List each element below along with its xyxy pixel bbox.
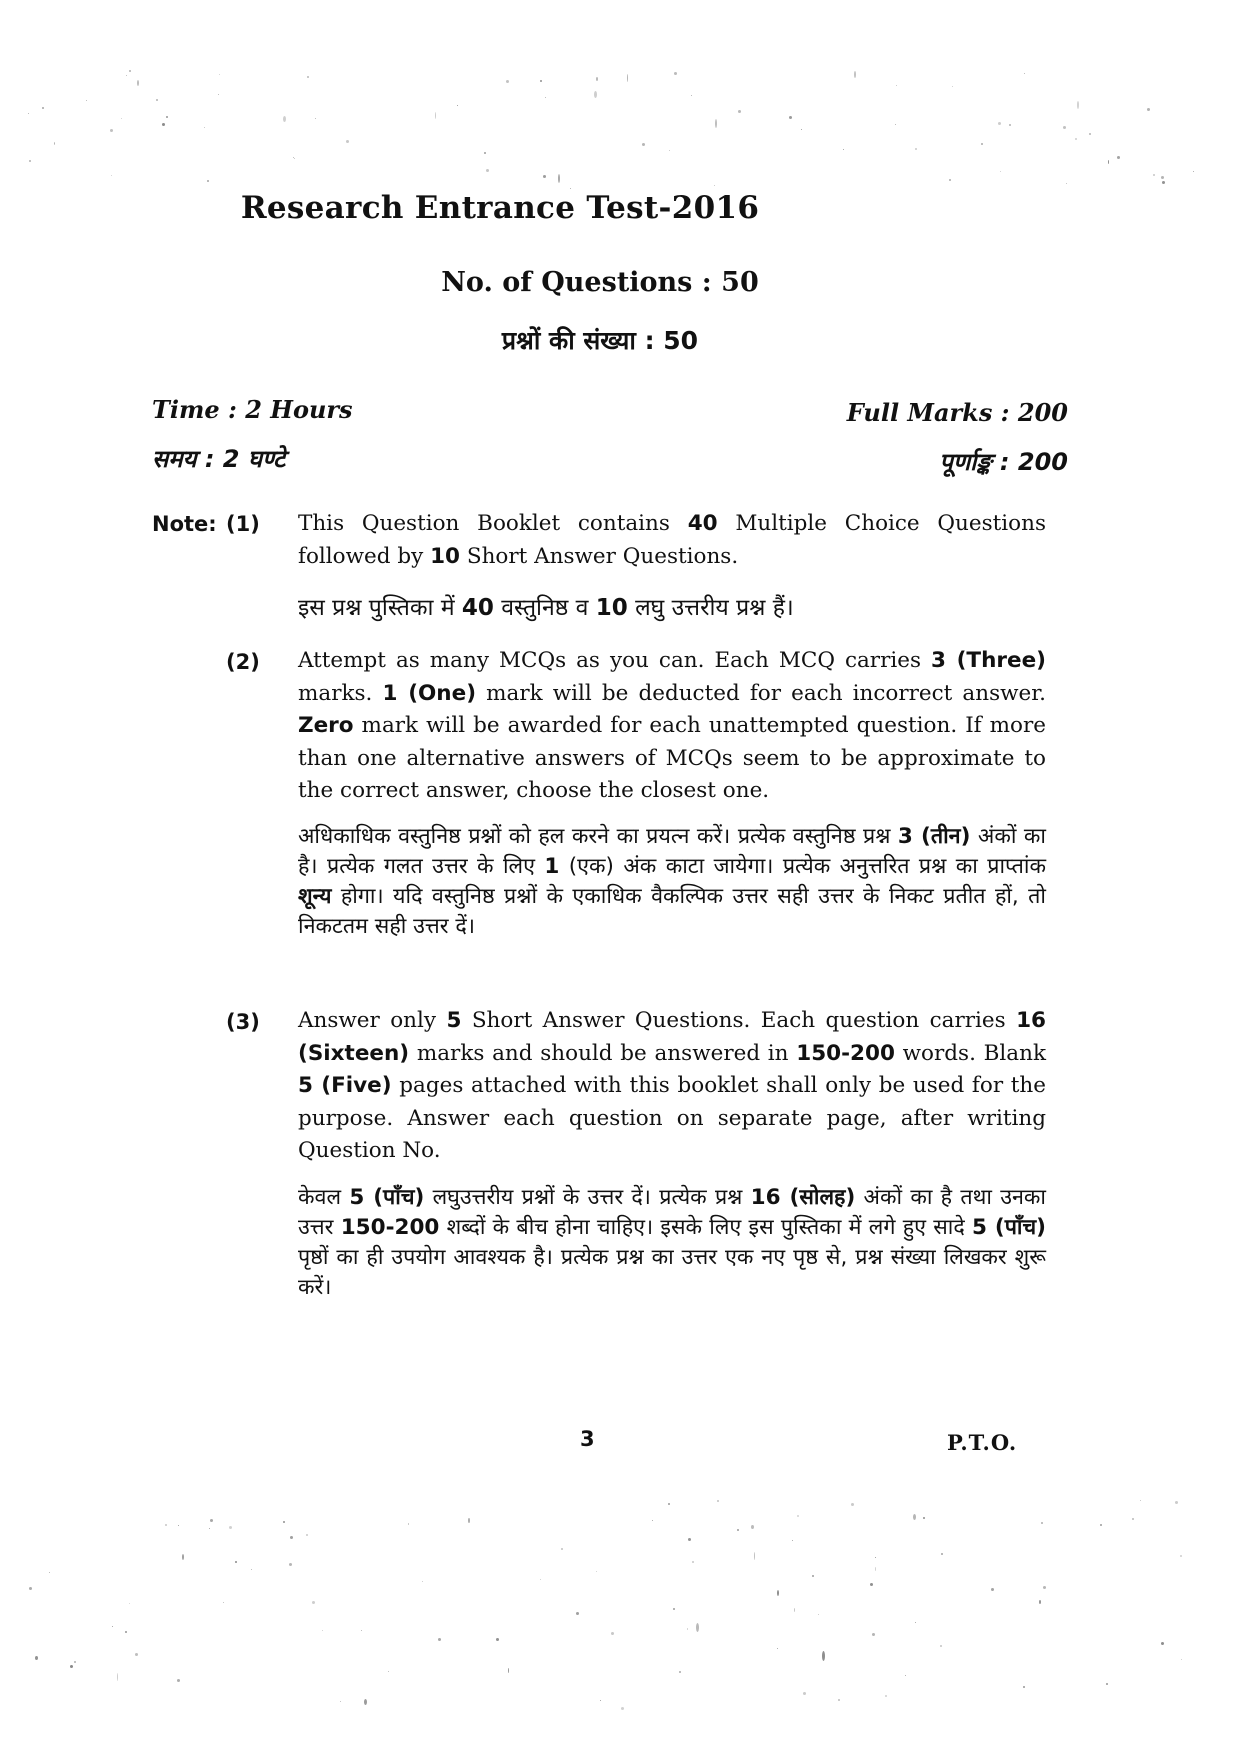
noise-speck (952, 86, 953, 87)
noise-speck (110, 129, 113, 132)
text-run-bold: 1 (544, 854, 560, 879)
noise-speck (166, 116, 168, 118)
noise-speck (218, 94, 219, 95)
noise-speck (29, 160, 31, 162)
noise-speck (1009, 124, 1011, 126)
noise-speck (112, 1626, 113, 1627)
noise-speck (251, 1569, 252, 1570)
noise-speck (1000, 171, 1001, 172)
noise-speck (801, 129, 802, 130)
noise-speck (207, 180, 209, 182)
noise-speck (182, 1554, 184, 1560)
noise-speck (789, 116, 792, 119)
text-run: अधिकाधिक वस्तुनिष्ठ प्रश्नों को हल करने का प्रयत्न करें। प्रत्येक वस्तुनिष्ठ प्रश्न (298, 824, 898, 849)
noise-speck (74, 1661, 76, 1663)
note-2-english (298, 645, 1046, 808)
text-run: वस्तुनिष्ठ व (493, 595, 596, 621)
noise-speck (1041, 1522, 1043, 1524)
text-run-bold: 150-200 (796, 1040, 895, 1066)
noise-speck (818, 1614, 819, 1615)
noise-speck (54, 142, 55, 145)
noise-speck (289, 1563, 292, 1566)
noise-speck (364, 1699, 367, 1705)
noise-speck (596, 77, 598, 81)
text-run-bold: 5 (पाँच) (349, 1185, 425, 1210)
noise-speck (117, 1673, 118, 1681)
note-1-hindi (298, 593, 1046, 623)
noise-speck (940, 1645, 942, 1647)
text-run-bold: 3 (Three) (931, 648, 1047, 673)
noise-speck (797, 1515, 799, 1517)
text-run-bold: 5 (Five) (298, 1073, 392, 1098)
text-run-bold: 150-200 (340, 1215, 440, 1240)
noise-speck (717, 1500, 719, 1502)
noise-speck (42, 107, 44, 109)
noise-speck (435, 112, 436, 119)
noise-speck (576, 1612, 579, 1615)
noise-speck (596, 1571, 597, 1572)
text-run: words. Blank (894, 1040, 1047, 1066)
noise-speck (125, 1631, 127, 1633)
noise-speck (307, 76, 309, 78)
noise-speck (642, 143, 645, 146)
noise-speck (162, 123, 165, 126)
noise-speck (803, 1692, 806, 1695)
noise-speck (851, 1503, 854, 1506)
noise-speck (872, 1633, 875, 1636)
noise-speck (1024, 73, 1025, 74)
noise-speck (229, 1526, 232, 1529)
text-run: mark will be deducted for each incorrect answer. (476, 680, 1046, 706)
noise-speck (1075, 138, 1077, 140)
noise-speck (1147, 108, 1150, 111)
question-count-english: No. of Questions : 50 (441, 267, 759, 298)
text-run-bold: 40 (461, 595, 494, 621)
noise-speck (1043, 1586, 1046, 1589)
noise-speck (28, 113, 29, 114)
noise-speck (210, 1519, 213, 1522)
noise-speck (408, 1523, 409, 1525)
time-hindi: समय : 2 घण्टे (152, 445, 286, 473)
noise-speck (49, 1572, 50, 1573)
noise-speck (688, 1538, 691, 1541)
noise-speck (600, 1700, 601, 1701)
noise-speck (346, 140, 349, 143)
noise-speck (177, 1679, 180, 1682)
noise-speck (854, 71, 856, 78)
noise-speck (981, 143, 983, 145)
noise-speck (1161, 1642, 1164, 1645)
noise-speck (340, 1701, 341, 1702)
text-run-bold: शून्य (298, 884, 332, 909)
noise-speck (540, 1579, 541, 1580)
noise-speck (545, 97, 546, 98)
noise-speck (895, 124, 896, 125)
note-2-hindi (298, 822, 1046, 942)
noise-speck (792, 1540, 793, 1541)
text-run: पृष्ठों का ही उपयोग आवश्यक है। प्रत्येक प्रश्न का उत्तर एक नए पृष्ठ से, प्रश्न संख्या लिखकर शुरू करें। (298, 1245, 1046, 1300)
noise-speck (843, 149, 844, 150)
noise-speck (388, 1671, 389, 1672)
noise-speck (70, 1665, 73, 1668)
noise-speck (322, 1630, 323, 1631)
noise-speck (715, 119, 717, 128)
text-run: Short Answer Questions. (460, 543, 739, 569)
noise-speck (777, 1648, 778, 1649)
noise-speck (137, 80, 139, 86)
noise-speck (468, 1518, 470, 1523)
note-1-english (298, 508, 1046, 573)
noise-speck (737, 1529, 739, 1531)
text-run-bold: 10 (595, 595, 628, 621)
noise-speck (496, 1638, 499, 1641)
note-number-2: (2) (226, 650, 260, 674)
noise-speck (540, 80, 542, 82)
noise-speck (822, 1651, 825, 1661)
noise-speck (165, 1524, 167, 1526)
noise-speck (1023, 1686, 1025, 1688)
noise-speck (543, 175, 546, 178)
note-3-english (298, 1005, 1046, 1168)
noise-speck (209, 1528, 210, 1529)
noise-speck (561, 1548, 563, 1550)
text-run-bold: Zero (298, 713, 354, 738)
noise-speck (738, 110, 741, 113)
noise-speck (998, 122, 1001, 125)
text-run: लघुउत्तरीय प्रश्नों के उत्तर दें। प्रत्येक प्रश्न (424, 1185, 751, 1210)
noise-speck (627, 74, 628, 82)
noise-speck (219, 74, 220, 75)
noise-speck (875, 1557, 876, 1558)
noise-speck (611, 1632, 614, 1635)
noise-speck (111, 175, 112, 176)
noise-speck (283, 116, 286, 122)
time-english: Time : 2 Hours (152, 395, 353, 424)
question-count-hindi: प्रश्नों की संख्या : 50 (501, 326, 699, 355)
full-marks-english: Full Marks : 200 (846, 398, 1068, 427)
noise-speck (870, 1583, 873, 1586)
noise-speck (692, 1561, 694, 1563)
noise-speck (812, 1575, 814, 1577)
noise-speck (875, 1567, 876, 1571)
noise-speck (121, 118, 122, 119)
noise-speck (1106, 1683, 1108, 1685)
noise-speck (129, 1603, 130, 1604)
noise-speck (178, 1525, 179, 1526)
noise-speck (506, 80, 509, 83)
noise-speck (673, 1608, 675, 1610)
please-turn-over: P.T.O. (947, 1430, 1018, 1455)
noise-speck (235, 1561, 237, 1563)
noise-speck (293, 157, 294, 158)
noise-speck (669, 150, 670, 151)
noise-speck (941, 1553, 943, 1555)
noise-speck (1153, 174, 1155, 176)
noise-speck (794, 1608, 795, 1612)
page-number: 3 (580, 1427, 595, 1451)
noise-speck (1132, 1518, 1134, 1520)
noise-speck (949, 179, 951, 181)
noise-speck (35, 1656, 38, 1660)
text-run-bold: 10 (430, 543, 460, 569)
text-run-bold: 3 (तीन) (897, 824, 971, 849)
text-run: लघु उत्तरीय प्रश्न हैं। (627, 595, 794, 621)
noise-speck (294, 158, 295, 159)
text-run: Answer only (298, 1008, 447, 1033)
text-run-bold: 16 (Sixteen) (298, 1008, 1046, 1066)
noise-speck (885, 1695, 887, 1697)
noise-speck (751, 1525, 754, 1529)
noise-speck (1162, 181, 1165, 184)
note-3-hindi (298, 1183, 1046, 1303)
noise-speck (486, 169, 489, 172)
noise-speck (438, 1638, 441, 1641)
text-run: This Question Booklet contains (298, 511, 688, 536)
noise-speck (1140, 1500, 1141, 1501)
text-run: होगा। यदि वस्तुनिष्ठ प्रश्नों के एकाधिक वैकल्पिक उत्तर सही उत्तर के निकट प्रतीत हों, तो निकटतम सही उत्तर दें। (298, 884, 1046, 939)
noise-speck (668, 1503, 670, 1505)
text-run-bold: 40 (687, 511, 718, 536)
noise-speck (422, 1581, 423, 1582)
page-title: Research Entrance Test-2016 (240, 190, 760, 226)
noise-speck (1193, 171, 1194, 172)
text-run: केवल (298, 1185, 350, 1210)
noise-speck (306, 1534, 308, 1536)
noise-speck (1063, 126, 1066, 129)
noise-speck (1089, 133, 1091, 135)
text-run: अंकों का है। प्रत्येक गलत उत्तर के लिए (298, 824, 1047, 879)
noise-speck (135, 1653, 138, 1656)
noise-speck (126, 75, 127, 76)
noise-speck (86, 100, 87, 101)
noise-speck (1108, 160, 1109, 164)
noise-speck (290, 1536, 293, 1539)
noise-speck (905, 1675, 906, 1676)
text-run: (एक) अंक काटा जायेगा। प्रत्येक अनुत्तरित प्रश्न का प्राप्तांक (559, 854, 1047, 879)
noise-speck (696, 1623, 699, 1632)
text-run: Short Answer Questions. Each question carries (461, 1008, 1017, 1033)
noise-speck (1161, 176, 1164, 179)
noise-speck (1039, 1600, 1041, 1604)
noise-speck (915, 148, 917, 150)
noise-speck (1181, 1659, 1182, 1660)
noise-speck (1175, 1501, 1178, 1504)
text-run: Multiple Choice Questions followed by (298, 511, 1046, 569)
noise-speck (1077, 101, 1079, 109)
noise-speck (361, 1630, 362, 1631)
noise-speck (687, 1628, 688, 1630)
noise-speck (594, 91, 597, 98)
noise-speck (991, 1588, 994, 1591)
noise-speck (754, 1552, 755, 1560)
text-run-bold: 1 (One) (382, 680, 477, 706)
noise-speck (714, 185, 715, 186)
noise-speck (29, 1587, 32, 1590)
noise-speck (283, 1521, 285, 1523)
text-run-bold: 16 (सोलह) (750, 1185, 856, 1210)
noise-speck (674, 72, 677, 75)
text-run: marks and should be answered in (409, 1040, 797, 1066)
note-number-1: (1) (226, 512, 260, 536)
noise-speck (223, 1602, 224, 1603)
text-run: pages attached with this booklet shall only be used for the purpose. Answer each question on separate page, after writing Question No. (298, 1073, 1046, 1163)
text-run: शब्दों के बीच होना चाहिए। इसके लिए इस पुस्तिका में लगे हुए सादे (439, 1215, 973, 1240)
noise-speck (204, 127, 205, 128)
noise-speck (923, 1517, 925, 1519)
noise-speck (679, 1671, 681, 1673)
noise-speck (457, 105, 458, 106)
text-run: इस प्रश्न पुस्तिका में (298, 595, 462, 621)
noise-speck (1180, 1555, 1182, 1557)
full-marks-hindi: पूर्णाङ्क : 200 (939, 448, 1068, 476)
noise-speck (691, 95, 692, 96)
text-run-bold: 5 (पाँच) (972, 1215, 1046, 1240)
text-run: marks. (298, 680, 383, 706)
noise-speck (838, 1699, 840, 1701)
noise-speck (913, 1514, 916, 1520)
noise-speck (1066, 183, 1067, 184)
noise-speck (156, 99, 158, 101)
noise-speck (896, 85, 897, 86)
text-run: अंकों का है तथा उनका उत्तर (298, 1185, 1047, 1240)
noise-speck (621, 1707, 624, 1710)
noise-speck (777, 1590, 779, 1596)
noise-speck (312, 1601, 315, 1604)
noise-speck (1100, 1524, 1102, 1526)
noise-speck (129, 70, 131, 72)
note-number-3: (3) (226, 1010, 260, 1034)
noise-speck (570, 188, 571, 189)
noise-speck (558, 174, 560, 183)
noise-speck (652, 1520, 653, 1521)
noise-speck (1117, 156, 1120, 159)
noise-speck (315, 118, 316, 119)
text-run: mark will be awarded for each unattempted question. If more than one alternative answers of MCQs seem to be approximate to the correct answer, choose the closest one. (298, 713, 1046, 803)
noise-speck (915, 1622, 916, 1623)
text-run: Attempt as many MCQs as you can. Each MCQ carries (298, 648, 931, 673)
note-label: Note: (152, 512, 217, 536)
noise-speck (484, 152, 486, 154)
text-run-bold: 5 (446, 1008, 462, 1033)
noise-speck (508, 1668, 509, 1673)
